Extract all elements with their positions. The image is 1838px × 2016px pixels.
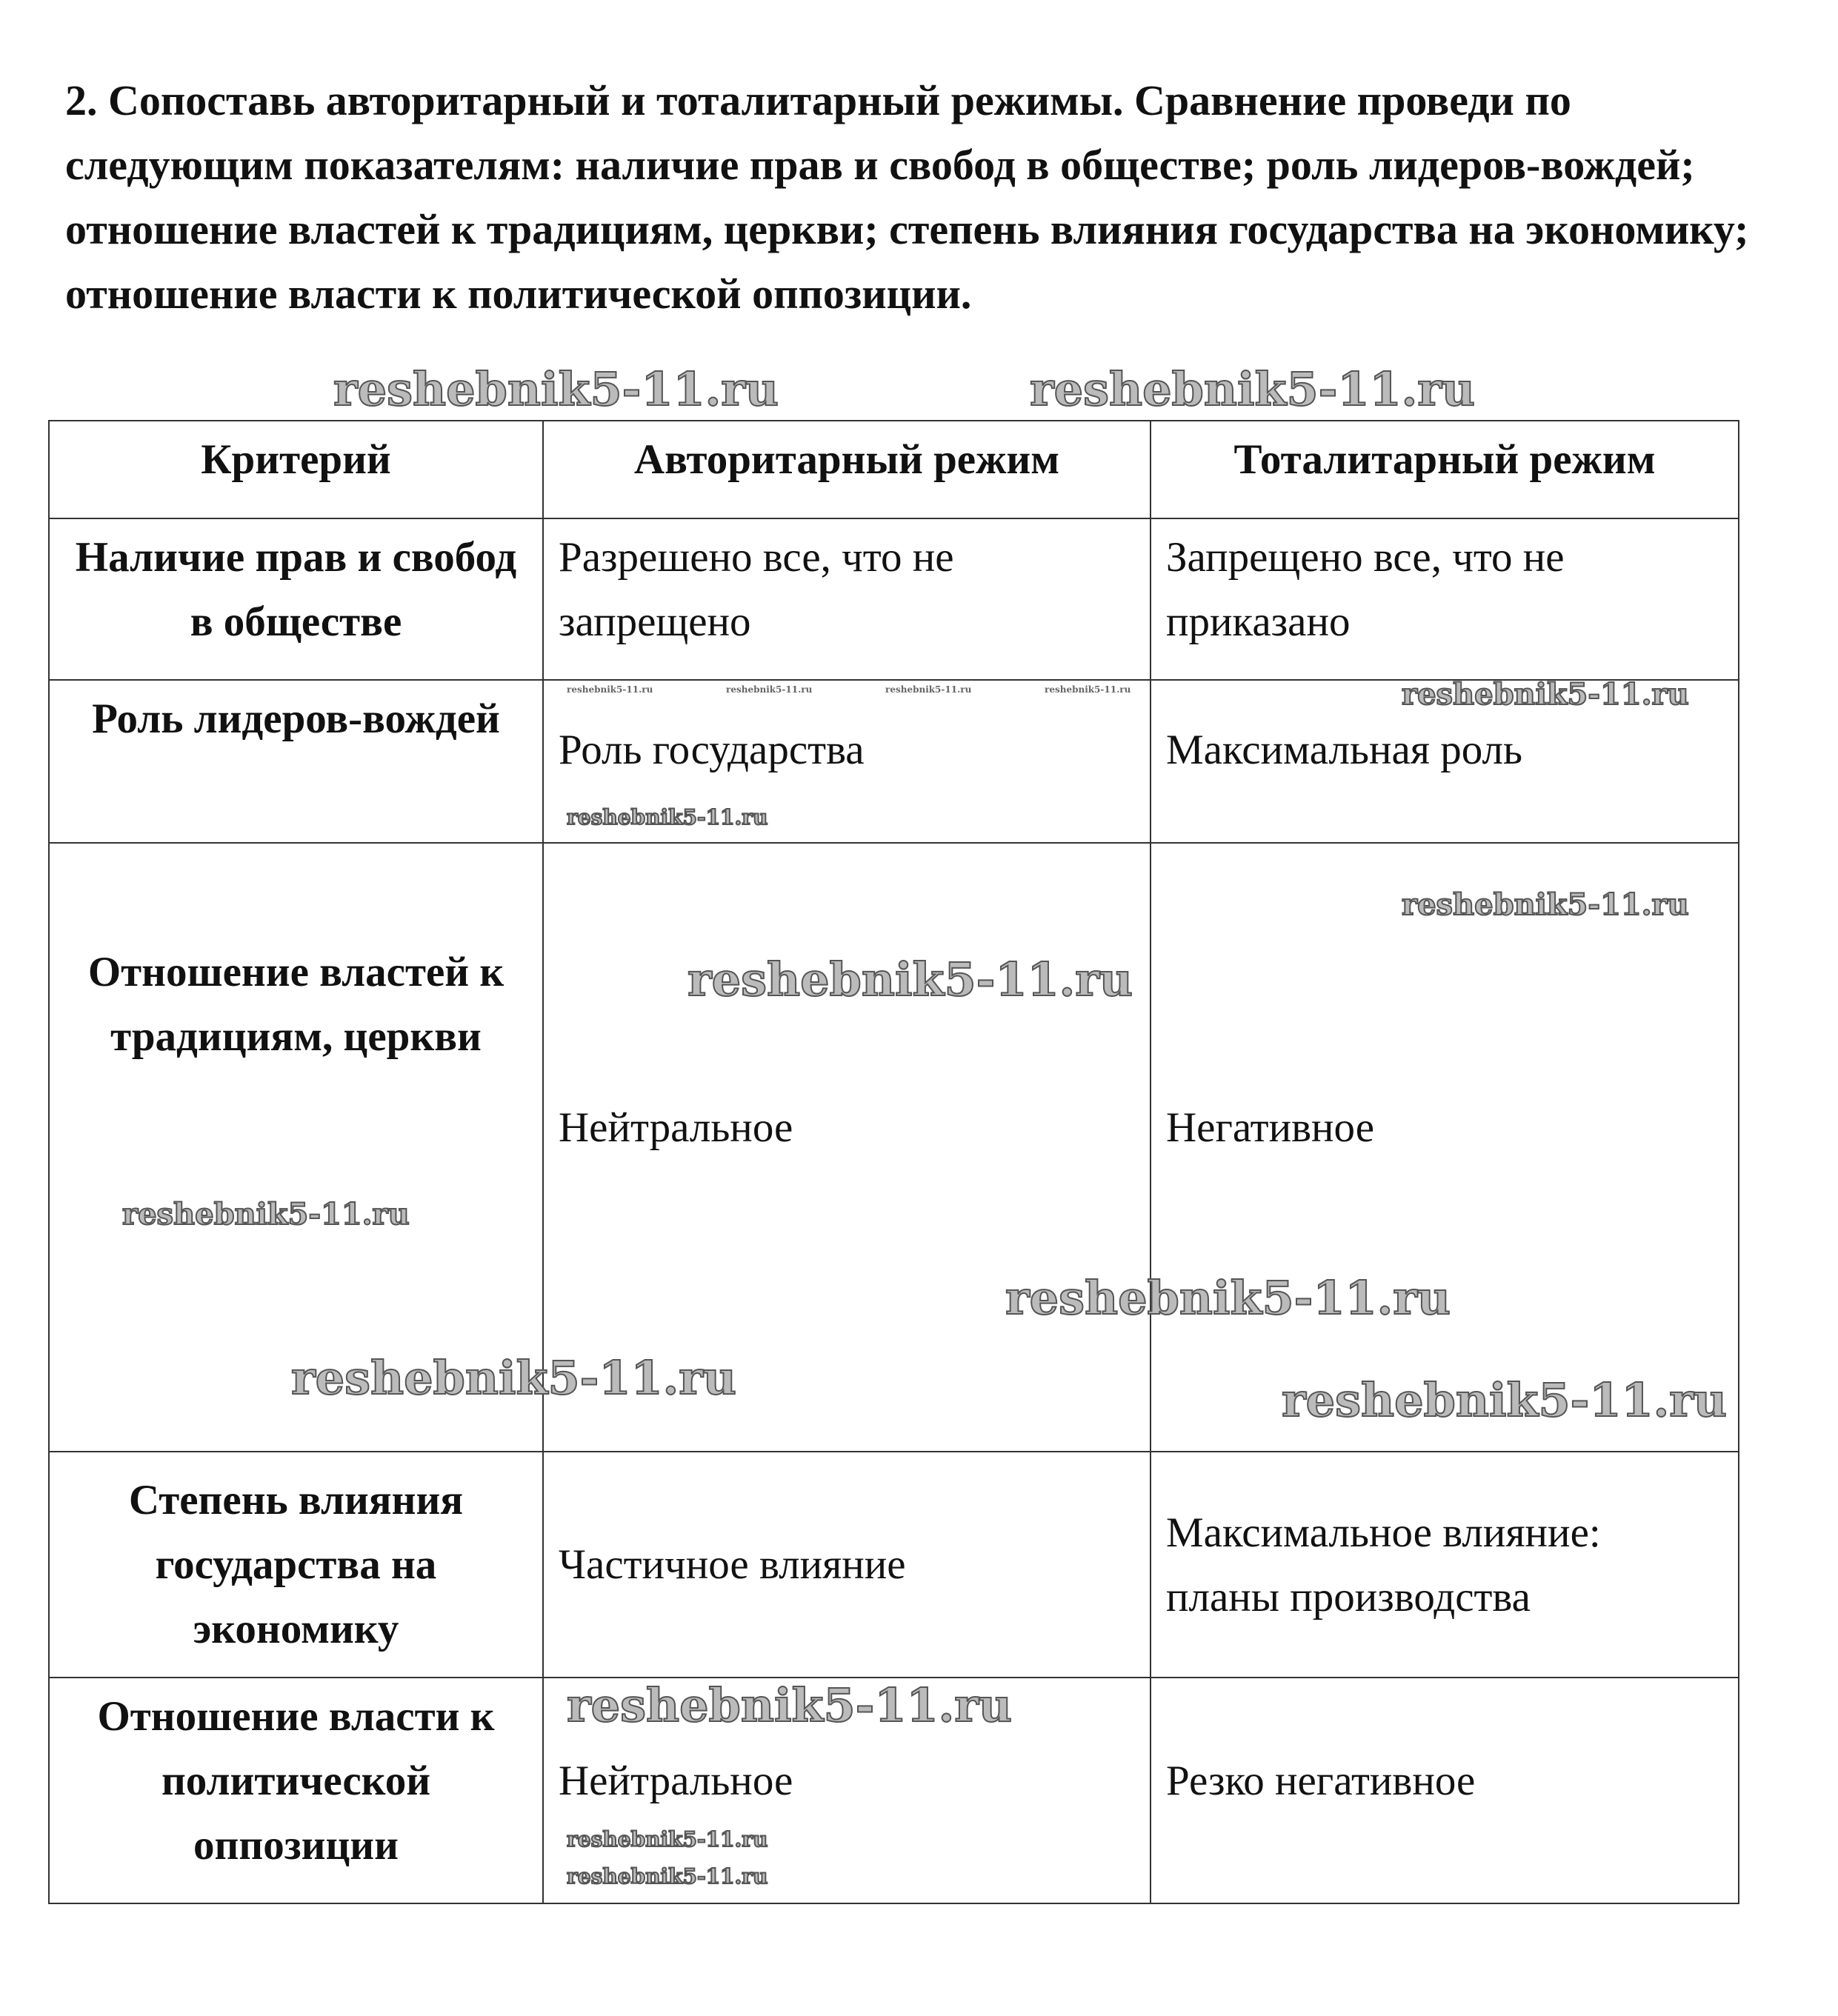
authoritarian-cell: Нейтральное xyxy=(543,1678,1151,1903)
criterion-cell: Отношение властей к традициям, церкви xyxy=(49,843,543,1452)
criterion-cell: Степень влияния государства на экономику xyxy=(49,1452,543,1678)
criterion-cell: Отношение власти к политической оппозиции xyxy=(49,1678,543,1903)
authoritarian-cell: Частичное влияние xyxy=(543,1452,1151,1678)
watermark: reshebnik5-11.ru xyxy=(333,362,779,416)
watermark: reshebnik5-11.ru xyxy=(567,1678,1012,1732)
totalitarian-cell: Запрещено все, что не приказано xyxy=(1151,518,1739,680)
table-row xyxy=(49,1452,1739,1678)
header-totalitarian: Тоталитарный режим xyxy=(1151,421,1739,518)
watermark: reshebnik5-11.ru xyxy=(726,684,813,695)
criterion-cell: Роль лидеров-вождей xyxy=(49,680,543,843)
task-text: 2. Сопоставь авторитарный и тоталитарный режимы. Сравнение проведи по следующим показателям: наличие прав и свобод в обществе; роль лидеров-вождей; отношение властей к традициям, церкви; степень влияния государства на экономику; отношение власти к политической оппозиции. xyxy=(65,76,1749,318)
watermark: reshebnik5-11.ru xyxy=(567,1864,768,1889)
watermark: reshebnik5-11.ru xyxy=(1045,684,1131,695)
watermark: reshebnik5-11.ru xyxy=(291,1351,736,1405)
authoritarian-cell: Роль государства xyxy=(543,680,1151,843)
watermark: reshebnik5-11.ru xyxy=(567,1827,768,1852)
table-row xyxy=(49,518,1739,680)
watermark: reshebnik5-11.ru xyxy=(1030,362,1475,416)
header-criterion: Критерий xyxy=(49,421,543,518)
totalitarian-cell: Максимальная роль xyxy=(1151,680,1739,843)
watermark: reshebnik5-11.ru xyxy=(1282,1373,1727,1427)
table-header-row xyxy=(49,421,1739,518)
authoritarian-cell: Нейтральное xyxy=(543,843,1151,1452)
watermark: reshebnik5-11.ru xyxy=(1402,887,1689,922)
header-authoritarian: Авторитарный режим xyxy=(543,421,1151,518)
watermark: reshebnik5-11.ru xyxy=(567,805,768,830)
totalitarian-cell: Негативное xyxy=(1151,843,1739,1452)
totalitarian-cell: Максимальное влияние: планы производства xyxy=(1151,1452,1739,1678)
watermark: reshebnik5-11.ru xyxy=(1005,1271,1451,1325)
watermark: reshebnik5-11.ru xyxy=(1402,677,1689,712)
watermark: reshebnik5-11.ru xyxy=(567,684,653,695)
watermark: reshebnik5-11.ru xyxy=(687,952,1133,1007)
criterion-cell: Наличие прав и свобод в обществе xyxy=(49,518,543,680)
totalitarian-cell: Резко негативное xyxy=(1151,1678,1739,1903)
watermark: reshebnik5-11.ru xyxy=(122,1197,410,1232)
authoritarian-cell: Разрешено все, что не запрещено xyxy=(543,518,1151,680)
watermark: reshebnik5-11.ru xyxy=(885,684,972,695)
